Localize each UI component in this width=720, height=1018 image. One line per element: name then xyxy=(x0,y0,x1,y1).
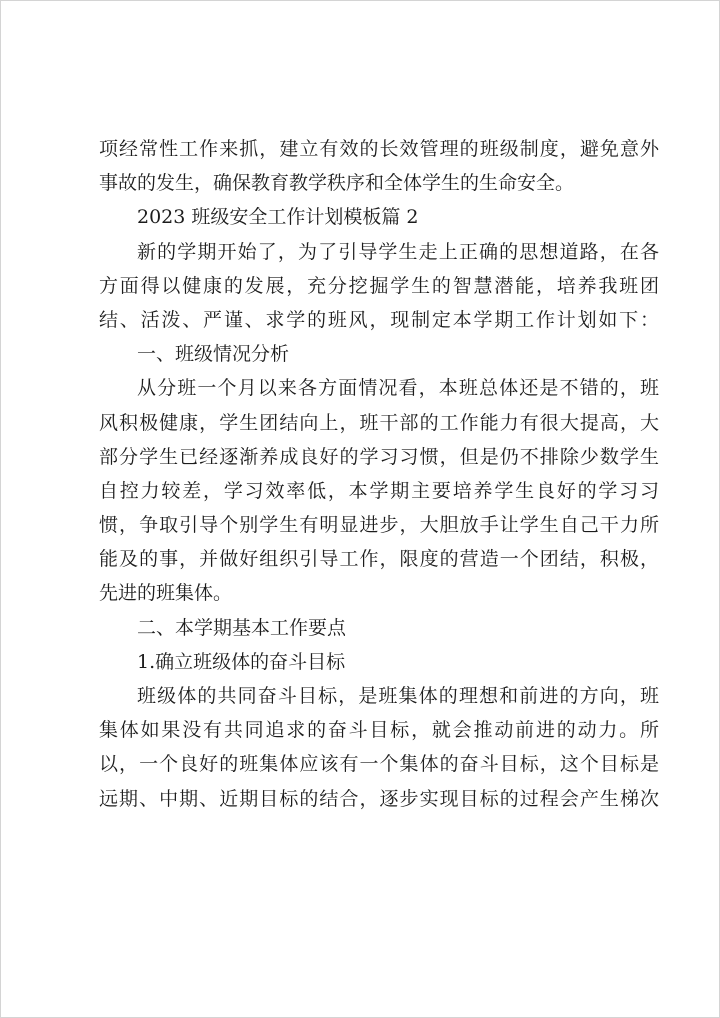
section-heading: 2023 班级安全工作计划模板篇 2 xyxy=(137,206,419,229)
paragraph-line: 从分班一个月以来各方面情况看，本班总体还是不错的，班 xyxy=(137,377,659,400)
paragraph-line: 方面得以健康的发展，充分挖掘学生的智慧潜能，培养我班团 xyxy=(99,274,659,297)
paragraph-line: 远期、中期、近期目标的结合，逐步实现目标的过程会产生梯次 xyxy=(99,787,659,810)
paragraph-line: 项经常性工作来抓，建立有效的长效管理的班级制度，避免意外 xyxy=(99,138,659,160)
document-body xyxy=(99,132,659,816)
paragraph-line: 班级体的共同奋斗目标，是班集体的理想和前进的方向，班 xyxy=(137,685,659,707)
paragraph-line: 能及的事，并做好组织引导工作，限度的营造一个团结，积极， xyxy=(99,548,659,571)
paragraph-line: 新的学期开始了，为了引导学生走上正确的思想道路，在各 xyxy=(137,240,659,263)
paragraph-line: 风积极健康，学生团结向上，班干部的工作能力有很大提高，大 xyxy=(99,411,659,434)
paragraph-line: 自控力较差，学习效率低，本学期主要培养学生良好的学习习 xyxy=(99,479,659,502)
paragraph-line: 惯，争取引导个别学生有明显进步，大胆放手让学生自己干力所 xyxy=(99,514,659,537)
section-heading: 一、班级情况分析 xyxy=(137,343,290,366)
paragraph-line: 部分学生已经逐渐养成良好的学习习惯，但是仍不排除少数学生 xyxy=(99,445,659,468)
paragraph-line: 以，一个良好的班集体应该有一个集体的奋斗目标，这个目标是 xyxy=(99,753,659,776)
paragraph-line: 集体如果没有共同追求的奋斗目标，就会推动前进的动力。所 xyxy=(99,719,659,742)
paragraph-line: 结、活泼、严谨、求学的班风，现制定本学期工作计划如下： xyxy=(99,308,659,331)
paragraph-line: 事故的发生，确保教育教学秩序和全体学生的生命安全。 xyxy=(99,172,575,195)
paragraph-line: 先进的班集体。 xyxy=(99,582,233,605)
section-heading: 二、本学期基本工作要点 xyxy=(137,616,347,639)
section-heading: 1.确立班级体的奋斗目标 xyxy=(137,650,346,673)
